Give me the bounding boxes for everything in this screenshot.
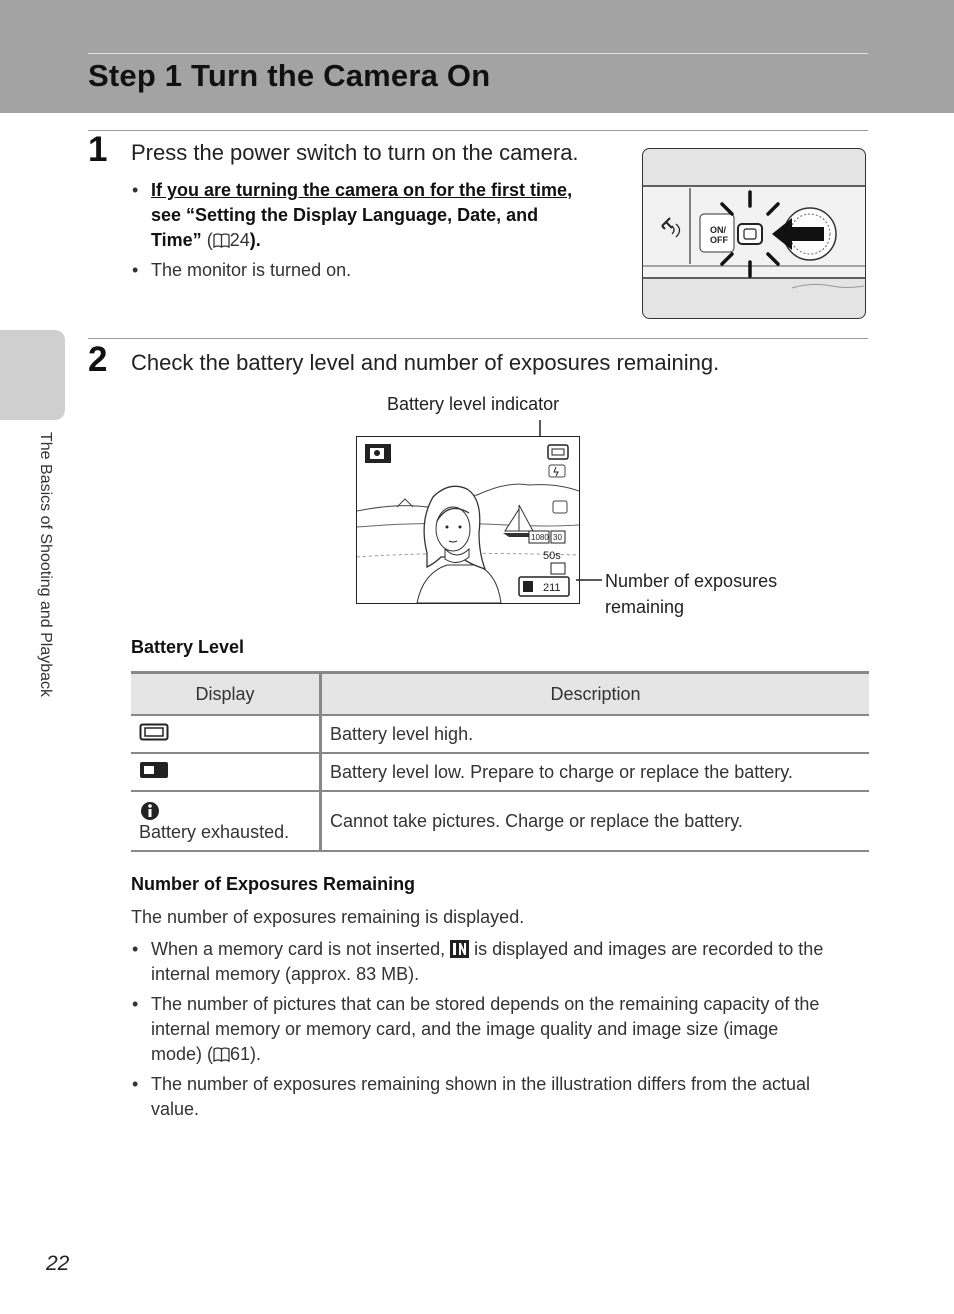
- table-row: [131, 715, 869, 753]
- illustration-text-a: The number of exposures remaining shown in the illustration differs from the actual: [151, 1074, 811, 1094]
- chapter-header: [0, 0, 954, 113]
- exposures-label-line2: remaining: [605, 597, 685, 617]
- battery-indicator-label: Battery level indicator: [387, 394, 560, 414]
- exposures-bullet-illustration: [132, 1072, 872, 1122]
- step2-divider: [88, 338, 868, 339]
- ref-page-24[interactable]: 24: [229, 230, 250, 250]
- step1-bullet-first-time: [132, 178, 622, 253]
- page-title: Step 1 Turn the Camera On: [88, 58, 491, 93]
- table-row: [131, 753, 869, 791]
- screen-fps: 30: [553, 533, 562, 542]
- ref-page-61[interactable]: 61: [230, 1044, 251, 1064]
- header-rule: [88, 53, 868, 54]
- capacity-text-a: The number of pictures that can be stored depends on the remaining capacity of the: [151, 994, 820, 1014]
- first-time-link-line2: see “Setting the Display Language, Date, and: [151, 205, 539, 225]
- first-time-link-line3: Time”: [151, 230, 202, 250]
- step2-title: Check the battery level and number of exposures remaining.: [131, 350, 720, 375]
- ref-open: (: [201, 230, 213, 250]
- step1-title: Press the power switch to turn on the camera.: [131, 140, 579, 165]
- exposures-label: [605, 568, 777, 620]
- battery-exhausted-warning-icon: [139, 800, 161, 822]
- table-header-row: [131, 673, 869, 716]
- first-time-link-line1[interactable]: If you are turning the camera on for the first time,: [151, 180, 573, 200]
- exposures-bullet-capacity: [132, 992, 872, 1067]
- col-description-header: Description: [321, 673, 870, 716]
- step1-divider: [88, 130, 868, 131]
- exposures-intro: The number of exposures remaining is displayed.: [131, 907, 525, 927]
- battery-exhausted-label: Battery exhausted.: [139, 821, 290, 842]
- table-row: [131, 791, 869, 851]
- screen-video-time: 50s: [543, 550, 561, 562]
- battery-level-table: [131, 671, 869, 852]
- book-ref-icon: [213, 230, 230, 245]
- exposures-label-line1: Number of exposures: [605, 571, 778, 591]
- page-number: 22: [46, 1252, 70, 1275]
- battery-level-heading: Battery Level: [131, 637, 245, 657]
- step1-number: 1: [88, 130, 108, 169]
- monitor-on-text: • The monitor is turned on.: [151, 260, 352, 280]
- internal-memory-icon: [450, 940, 469, 958]
- book-ref-icon: [213, 1044, 230, 1059]
- camera-power-illustration: [642, 148, 866, 319]
- battery-low-icon: [139, 761, 169, 779]
- on-off-label-b: OFF: [710, 235, 728, 245]
- step1-bullet-monitor: [132, 258, 622, 283]
- exposures-bullet-memory: [132, 937, 872, 987]
- exposures-heading: Number of Exposures Remaining: [131, 874, 416, 894]
- capacity-text-c-pre: mode) (: [151, 1044, 214, 1064]
- exposures-callout-line: [576, 570, 606, 590]
- step2-number: 2: [88, 340, 108, 379]
- screen-video-mode: 1080: [531, 533, 549, 542]
- ref-close: ).: [249, 230, 261, 250]
- screen-exposure-count: 211: [543, 582, 561, 594]
- col-display-header: Display: [131, 673, 321, 716]
- capacity-text-b: internal memory or memory card, and the image quality and image size (image: [151, 1019, 779, 1039]
- battery-exhausted-display: [131, 791, 321, 851]
- memory-text-b: is displayed and images are recorded to the: [469, 939, 824, 959]
- memory-text-c: internal memory (approx. 83 MB).: [151, 964, 420, 984]
- camera-monitor-illustration: [356, 436, 580, 604]
- memory-text-a: When a memory card is not inserted,: [151, 939, 451, 959]
- battery-exhausted-description: Cannot take pictures. Charge or replace the battery.: [321, 791, 870, 851]
- chapter-tab: [0, 330, 65, 420]
- battery-low-display: [131, 753, 321, 791]
- on-off-label-a: ON/: [710, 225, 727, 235]
- battery-high-icon: [139, 723, 169, 741]
- chapter-tab-label: The Basics of Shooting and Playback: [37, 432, 54, 698]
- capacity-text-c-post: ).: [250, 1044, 262, 1064]
- illustration-text-b: value.: [151, 1099, 200, 1119]
- battery-high-display: [131, 715, 321, 753]
- battery-low-description: Battery level low. Prepare to charge or replace the battery.: [321, 753, 870, 791]
- battery-high-description: Battery level high.: [321, 715, 870, 753]
